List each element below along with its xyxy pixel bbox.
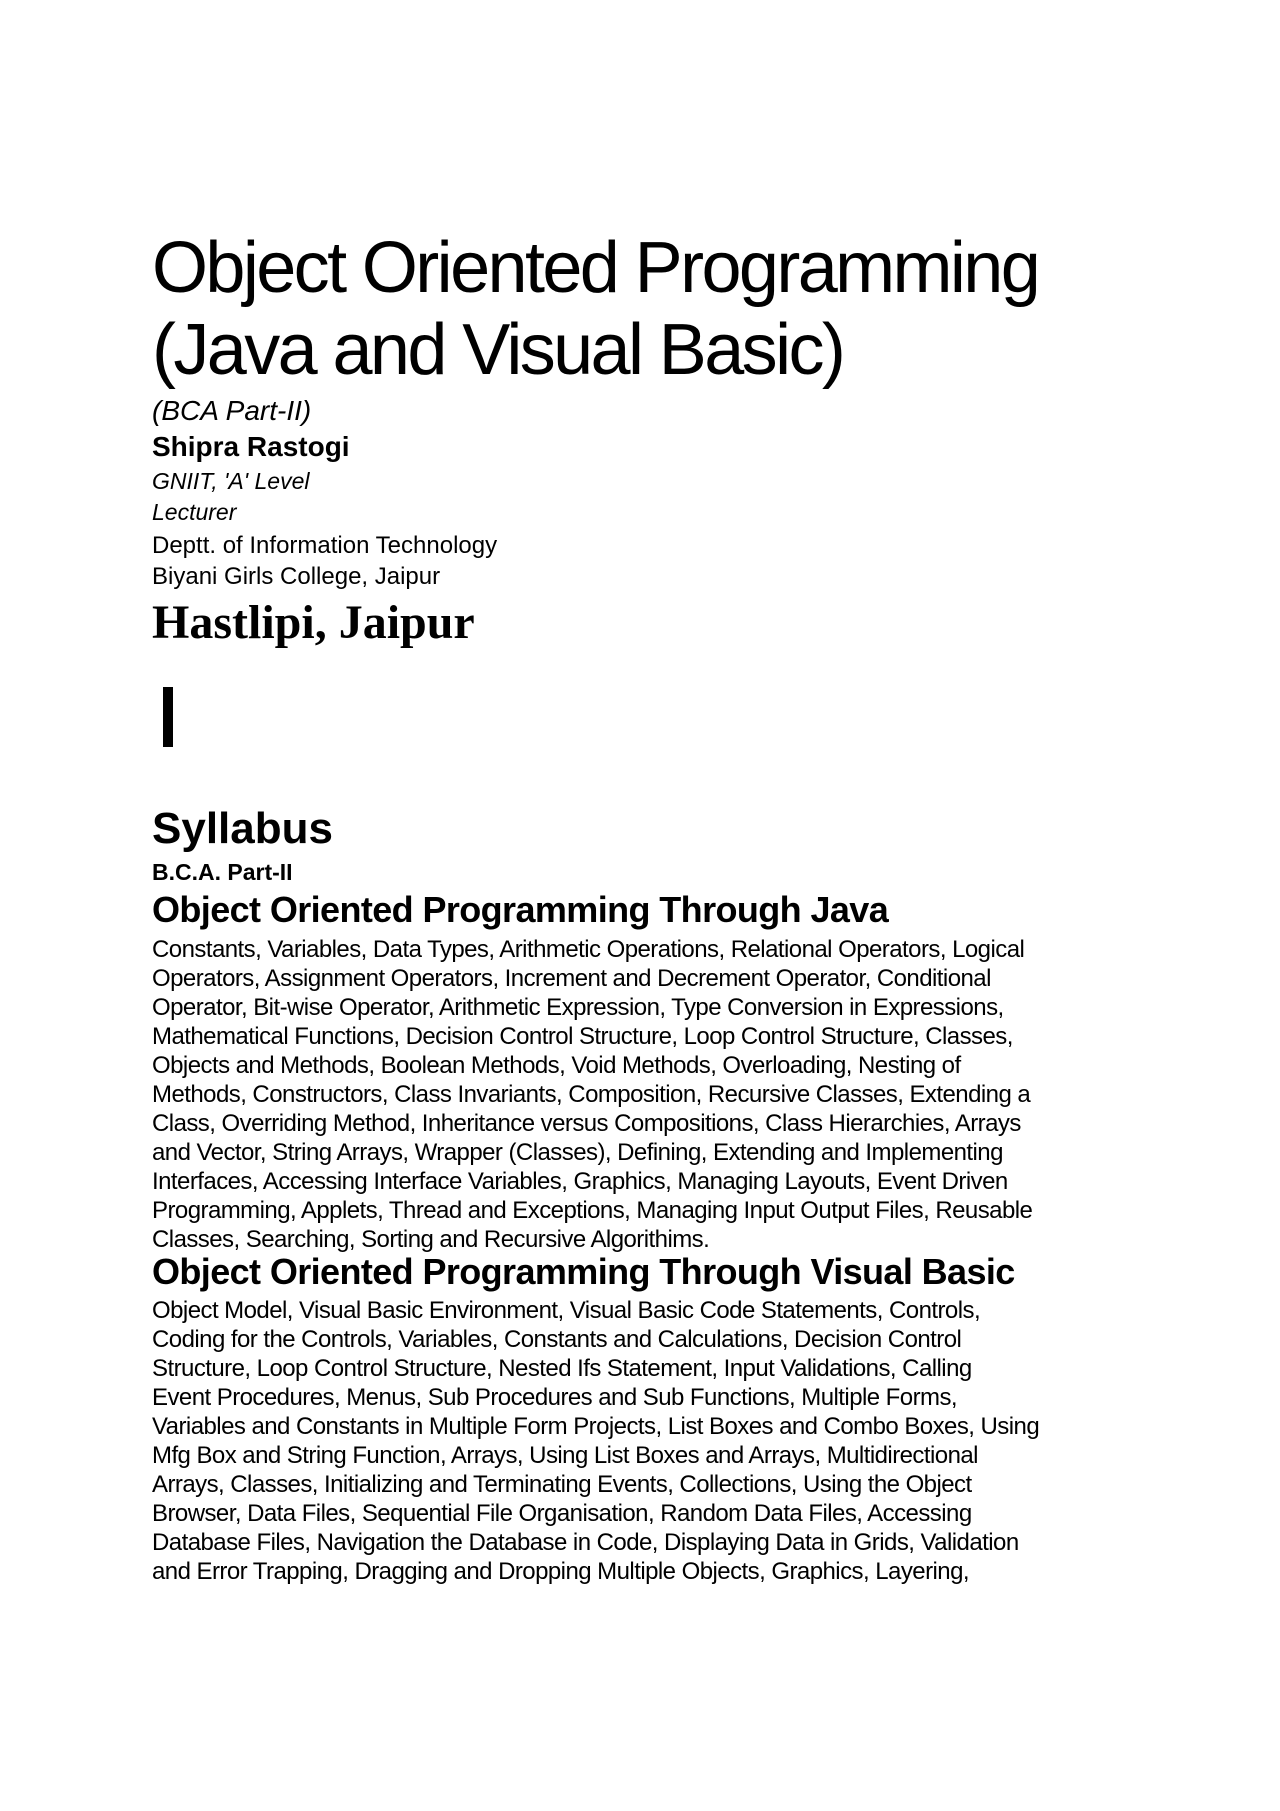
body-line: Object Model, Visual Basic Environment, Visual Basic Code Statements, Controls, — [152, 1297, 981, 1324]
body-line: and Error Trapping, Dragging and Dropping Multiple Objects, Graphics, Layering, — [152, 1558, 970, 1585]
body-line: Mathematical Functions, Decision Control Structure, Loop Control Structure, Classes, — [152, 1023, 1013, 1050]
course-label: (BCA Part-II) — [152, 395, 312, 426]
book-title-line-2: (Java and Visual Basic) — [152, 310, 844, 390]
book-title-line-1: Object Oriented Programming — [152, 228, 1039, 308]
author-department: Deptt. of Information Technology — [152, 532, 498, 559]
body-line: Class, Overriding Method, Inheritance versus Compositions, Class Hierarchies, Arrays — [152, 1110, 1021, 1137]
body-line: Operators, Assignment Operators, Increment and Decrement Operator, Conditional — [152, 965, 991, 992]
author-designation: Lecturer — [152, 499, 237, 525]
syllabus-heading: Syllabus — [152, 804, 333, 853]
body-line: Interfaces, Accessing Interface Variables, Graphics, Managing Layouts, Event Driven — [152, 1168, 1008, 1195]
java-section-heading: Object Oriented Programming Through Java — [152, 889, 889, 930]
body-line: Database Files, Navigation the Database in Code, Displaying Data in Grids, Validation — [152, 1529, 1019, 1556]
text-cursor-bar — [163, 687, 173, 747]
publisher: Hastlipi, Jaipur — [152, 596, 475, 649]
author-qualification: GNIIT, 'A' Level — [152, 468, 310, 494]
body-line: Arrays, Classes, Initializing and Terminating Events, Collections, Using the Object — [152, 1471, 972, 1498]
vb-section-heading: Object Oriented Programming Through Visual Basic — [152, 1251, 1015, 1292]
body-line: Variables and Constants in Multiple Form Projects, List Boxes and Combo Boxes, Using — [152, 1413, 1040, 1440]
body-line: Objects and Methods, Boolean Methods, Void Methods, Overloading, Nesting of — [152, 1052, 961, 1079]
body-line: Methods, Constructors, Class Invariants, Composition, Recursive Classes, Extending a — [152, 1081, 1031, 1108]
body-line: Operator, Bit-wise Operator, Arithmetic Expression, Type Conversion in Expressions, — [152, 994, 1004, 1021]
body-line: Event Procedures, Menus, Sub Procedures and Sub Functions, Multiple Forms, — [152, 1384, 958, 1411]
body-line: Programming, Applets, Thread and Exceptions, Managing Input Output Files, Reusable — [152, 1197, 1033, 1224]
author-college: Biyani Girls College, Jaipur — [152, 563, 441, 590]
syllabus-class: B.C.A. Part-II — [152, 859, 293, 885]
body-line: Mfg Box and String Function, Arrays, Using List Boxes and Arrays, Multidirectional — [152, 1442, 978, 1469]
body-line: Browser, Data Files, Sequential File Organisation, Random Data Files, Accessing — [152, 1500, 972, 1527]
body-line: and Vector, String Arrays, Wrapper (Classes), Defining, Extending and Implementing — [152, 1139, 1003, 1166]
body-line: Structure, Loop Control Structure, Nested Ifs Statement, Input Validations, Calling — [152, 1355, 972, 1382]
author-name: Shipra Rastogi — [152, 431, 350, 462]
body-line: Constants, Variables, Data Types, Arithmetic Operations, Relational Operators, Logical — [152, 936, 1025, 963]
body-line: Coding for the Controls, Variables, Constants and Calculations, Decision Control — [152, 1326, 962, 1353]
body-line: Classes, Searching, Sorting and Recursive Algorithims. — [152, 1226, 710, 1253]
vb-section-body — [152, 1296, 1039, 1586]
java-section-body — [152, 935, 1032, 1254]
